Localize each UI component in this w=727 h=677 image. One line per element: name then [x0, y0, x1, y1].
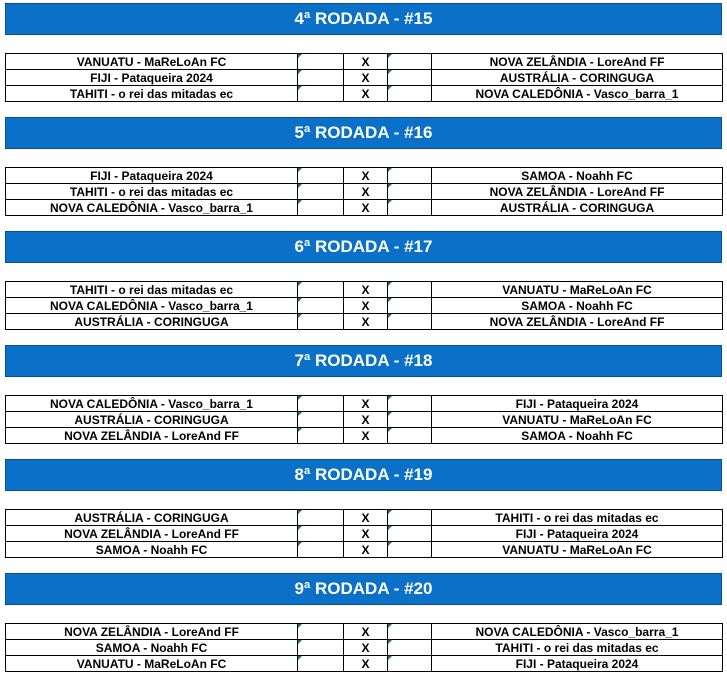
home-team-cell[interactable]: NOVA CALEDÔNIA - Vasco_barra_1 — [6, 396, 298, 412]
match-row — [6, 640, 723, 656]
home-score-cell[interactable] — [298, 640, 344, 656]
home-score-cell[interactable] — [298, 624, 344, 640]
away-team-cell[interactable]: AUSTRÁLIA - CORINGUGA — [432, 70, 723, 86]
versus-cell: X — [344, 428, 388, 444]
round-block — [5, 345, 722, 443]
versus-cell: X — [344, 314, 388, 330]
away-team-cell[interactable]: NOVA CALEDÔNIA - Vasco_barra_1 — [432, 624, 723, 640]
round-title: 4ª RODADA - #15 — [294, 9, 433, 28]
home-team-cell[interactable]: TAHITI - o rei das mitadas ec — [6, 282, 298, 298]
home-score-cell[interactable] — [298, 184, 344, 200]
match-row — [6, 86, 723, 102]
versus-cell: X — [344, 168, 388, 184]
versus-cell: X — [344, 542, 388, 558]
versus-cell: X — [344, 640, 388, 656]
versus-cell: X — [344, 396, 388, 412]
home-score-cell[interactable] — [298, 200, 344, 216]
away-score-cell[interactable] — [388, 168, 432, 184]
round-title: 9ª RODADA - #20 — [294, 579, 433, 598]
away-team-cell[interactable]: FIJI - Pataqueira 2024 — [432, 396, 723, 412]
home-team-cell[interactable]: NOVA CALEDÔNIA - Vasco_barra_1 — [6, 298, 298, 314]
match-row — [6, 428, 723, 444]
home-score-cell[interactable] — [298, 396, 344, 412]
home-score-cell[interactable] — [298, 54, 344, 70]
match-row — [6, 526, 723, 542]
away-score-cell[interactable] — [388, 624, 432, 640]
match-table — [5, 53, 723, 102]
round-title: 6ª RODADA - #17 — [294, 237, 433, 256]
versus-cell: X — [344, 184, 388, 200]
away-team-cell[interactable]: TAHITI - o rei das mitadas ec — [432, 510, 723, 526]
round-header — [5, 231, 722, 263]
round-block — [5, 3, 722, 101]
home-team-cell[interactable]: NOVA ZELÂNDIA - LoreAnd FF — [6, 526, 298, 542]
away-score-cell[interactable] — [388, 656, 432, 672]
round-header — [5, 345, 722, 377]
away-team-cell[interactable]: NOVA ZELÂNDIA - LoreAnd FF — [432, 184, 723, 200]
round-title: 5ª RODADA - #16 — [294, 123, 433, 142]
home-team-cell[interactable]: TAHITI - o rei das mitadas ec — [6, 86, 298, 102]
match-row — [6, 184, 723, 200]
away-team-cell[interactable]: TAHITI - o rei das mitadas ec — [432, 640, 723, 656]
away-score-cell[interactable] — [388, 200, 432, 216]
home-team-cell[interactable]: AUSTRÁLIA - CORINGUGA — [6, 412, 298, 428]
away-team-cell[interactable]: AUSTRÁLIA - CORINGUGA — [432, 200, 723, 216]
match-row — [6, 542, 723, 558]
away-team-cell[interactable]: NOVA ZELÂNDIA - LoreAnd FF — [432, 54, 723, 70]
versus-cell: X — [344, 200, 388, 216]
versus-cell: X — [344, 510, 388, 526]
away-score-cell[interactable] — [388, 298, 432, 314]
match-table — [5, 167, 723, 216]
match-table — [5, 509, 723, 558]
away-score-cell[interactable] — [388, 54, 432, 70]
away-score-cell[interactable] — [388, 396, 432, 412]
away-team-cell[interactable]: VANUATU - MaReLoAn FC — [432, 542, 723, 558]
match-row — [6, 412, 723, 428]
home-team-cell[interactable]: NOVA CALEDÔNIA - Vasco_barra_1 — [6, 200, 298, 216]
versus-cell: X — [344, 526, 388, 542]
match-row — [6, 510, 723, 526]
home-team-cell[interactable]: SAMOA - Noahh FC — [6, 542, 298, 558]
away-team-cell[interactable]: NOVA CALEDÔNIA - Vasco_barra_1 — [432, 86, 723, 102]
home-team-cell[interactable]: AUSTRÁLIA - CORINGUGA — [6, 510, 298, 526]
versus-cell: X — [344, 656, 388, 672]
home-team-cell[interactable]: SAMOA - Noahh FC — [6, 640, 298, 656]
round-title: 8ª RODADA - #19 — [294, 465, 433, 484]
versus-cell: X — [344, 412, 388, 428]
away-team-cell[interactable]: NOVA ZELÂNDIA - LoreAnd FF — [432, 314, 723, 330]
home-team-cell[interactable]: VANUATU - MaReLoAn FC — [6, 54, 298, 70]
away-score-cell[interactable] — [388, 428, 432, 444]
away-team-cell[interactable]: VANUATU - MaReLoAn FC — [432, 412, 723, 428]
match-row — [6, 656, 723, 672]
versus-cell: X — [344, 70, 388, 86]
match-row — [6, 298, 723, 314]
home-score-cell[interactable] — [298, 510, 344, 526]
away-team-cell[interactable]: FIJI - Pataqueira 2024 — [432, 656, 723, 672]
match-row — [6, 168, 723, 184]
away-team-cell[interactable]: FIJI - Pataqueira 2024 — [432, 526, 723, 542]
away-score-cell[interactable] — [388, 314, 432, 330]
away-score-cell[interactable] — [388, 86, 432, 102]
away-team-cell[interactable]: VANUATU - MaReLoAn FC — [432, 282, 723, 298]
round-block — [5, 117, 722, 215]
away-team-cell[interactable]: SAMOA - Noahh FC — [432, 428, 723, 444]
home-team-cell[interactable]: AUSTRÁLIA - CORINGUGA — [6, 314, 298, 330]
away-score-cell[interactable] — [388, 70, 432, 86]
home-score-cell[interactable] — [298, 428, 344, 444]
versus-cell: X — [344, 282, 388, 298]
away-score-cell[interactable] — [388, 282, 432, 298]
away-score-cell[interactable] — [388, 526, 432, 542]
round-header — [5, 3, 722, 35]
round-header — [5, 573, 722, 605]
round-block — [5, 231, 722, 329]
home-team-cell[interactable]: NOVA ZELÂNDIA - LoreAnd FF — [6, 428, 298, 444]
home-score-cell[interactable] — [298, 86, 344, 102]
home-team-cell[interactable]: FIJI - Pataqueira 2024 — [6, 168, 298, 184]
round-header — [5, 117, 722, 149]
versus-cell: X — [344, 86, 388, 102]
match-table — [5, 395, 723, 444]
versus-cell: X — [344, 624, 388, 640]
match-row — [6, 396, 723, 412]
home-score-cell[interactable] — [298, 298, 344, 314]
match-row — [6, 314, 723, 330]
home-team-cell[interactable]: NOVA ZELÂNDIA - LoreAnd FF — [6, 624, 298, 640]
away-team-cell[interactable]: SAMOA - Noahh FC — [432, 298, 723, 314]
home-team-cell[interactable]: TAHITI - o rei das mitadas ec — [6, 184, 298, 200]
match-row — [6, 54, 723, 70]
match-row — [6, 200, 723, 216]
match-row — [6, 282, 723, 298]
home-score-cell[interactable] — [298, 70, 344, 86]
round-header — [5, 459, 722, 491]
round-title: 7ª RODADA - #18 — [294, 351, 433, 370]
home-score-cell[interactable] — [298, 526, 344, 542]
away-score-cell[interactable] — [388, 184, 432, 200]
versus-cell: X — [344, 298, 388, 314]
away-score-cell[interactable] — [388, 640, 432, 656]
away-team-cell[interactable]: SAMOA - Noahh FC — [432, 168, 723, 184]
home-score-cell[interactable] — [298, 168, 344, 184]
home-team-cell[interactable]: FIJI - Pataqueira 2024 — [6, 70, 298, 86]
match-table — [5, 281, 723, 330]
home-team-cell[interactable]: VANUATU - MaReLoAn FC — [6, 656, 298, 672]
home-score-cell[interactable] — [298, 314, 344, 330]
match-row — [6, 624, 723, 640]
home-score-cell[interactable] — [298, 412, 344, 428]
away-score-cell[interactable] — [388, 412, 432, 428]
away-score-cell[interactable] — [388, 542, 432, 558]
away-score-cell[interactable] — [388, 510, 432, 526]
versus-cell: X — [344, 54, 388, 70]
match-table — [5, 623, 723, 672]
round-block — [5, 573, 722, 671]
match-row — [6, 70, 723, 86]
home-score-cell[interactable] — [298, 542, 344, 558]
home-score-cell[interactable] — [298, 282, 344, 298]
home-score-cell[interactable] — [298, 656, 344, 672]
round-block — [5, 459, 722, 557]
